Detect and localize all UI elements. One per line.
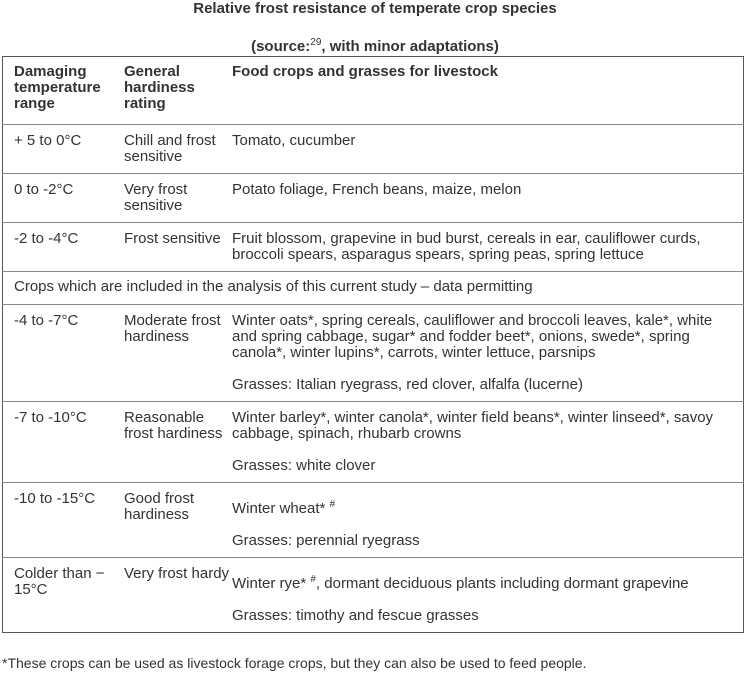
header-crops: Food crops and grasses for livestock (232, 63, 498, 80)
table-row (3, 125, 744, 174)
grasses-text: Grasses: white clover (232, 457, 376, 474)
table-row (3, 558, 744, 633)
cell-rating: Very frost hardy (124, 558, 232, 633)
cell-rating: Frost sensitive (124, 223, 232, 272)
header-temperature-range: Damaging temperature range (14, 63, 101, 112)
cell-crops: Tomato, cucumber (232, 125, 744, 174)
crops-text: Winter barley*, winter canola*, winter field beans*, winter linseed*, savoy cabbage, spinach, rhubarb crowns (232, 409, 714, 442)
footnote-mark: # (329, 499, 336, 510)
table-subtitle (0, 34, 750, 56)
table-row (3, 402, 744, 483)
cell-range: Colder than − 15°C (3, 558, 125, 633)
crops-text: Winter oats*, spring cereals, cauliflower and broccoli leaves, kale*, white and spring cabbage, sugar* and fodder beet*, onions, swede*, spring canola*, winter lupins*, carrots, winter lettuce, parsnips (232, 312, 713, 361)
cell-range: -10 to -15°C (3, 483, 125, 558)
frost-resistance-table (2, 56, 744, 633)
crops-text (232, 497, 735, 517)
crops-text (232, 572, 735, 592)
subtitle-prefix: (source: (251, 38, 311, 55)
table-row (3, 305, 744, 402)
footnote-mark: # (310, 574, 316, 585)
cell-rating: Moderate frost hardiness (124, 305, 232, 402)
cell-range: 0 to -2°C (3, 174, 125, 223)
cell-range: -4 to -7°C (3, 305, 125, 402)
cell-crops (232, 305, 744, 402)
table-title: Relative frost resistance of temperate crop species (193, 0, 557, 17)
grasses-text: Grasses: perennial ryegrass (232, 532, 420, 549)
grasses-text: Grasses: timothy and fescue grasses (232, 607, 479, 624)
cell-range: -2 to -4°C (3, 223, 125, 272)
table-row (3, 483, 744, 558)
cell-crops (232, 402, 744, 483)
cell-rating: Reasonable frost hardiness (124, 402, 232, 483)
cell-rating: Chill and frost sensitive (124, 125, 232, 174)
crops-main: Winter wheat* (232, 500, 326, 517)
study-note: Crops which are included in the analysis of this current study – data permitting (3, 272, 744, 305)
cell-range: + 5 to 0°C (3, 125, 125, 174)
grasses-text: Grasses: Italian ryegrass, red clover, alfalfa (lucerne) (232, 376, 583, 393)
cell-crops: Fruit blossom, grapevine in bud burst, cereals in ear, cauliflower curds, broccoli spears, asparagus spears, spring peas, spring lettuce (232, 223, 744, 272)
subtitle-reference[interactable]: 29 (310, 37, 322, 48)
cell-crops: Potato foliage, French beans, maize, melon (232, 174, 744, 223)
subtitle-suffix: , with minor adaptations) (321, 38, 499, 55)
crops-main: Winter rye* (232, 575, 307, 592)
footnote: *These crops can be used as livestock forage crops, but they can also be used to feed people. (2, 655, 587, 671)
cell-rating: Good frost hardiness (124, 483, 232, 558)
cell-crops (232, 558, 744, 633)
table-header-row (3, 57, 744, 125)
cell-rating: Very frost sensitive (124, 174, 232, 223)
cell-crops (232, 483, 744, 558)
header-hardiness-rating: General hardiness rating (124, 63, 195, 112)
study-note-row (3, 272, 744, 305)
table-row (3, 223, 744, 272)
crops-rest: , dormant deciduous plants including dormant grapevine (315, 575, 689, 592)
cell-range: -7 to -10°C (3, 402, 125, 483)
table-row (3, 174, 744, 223)
